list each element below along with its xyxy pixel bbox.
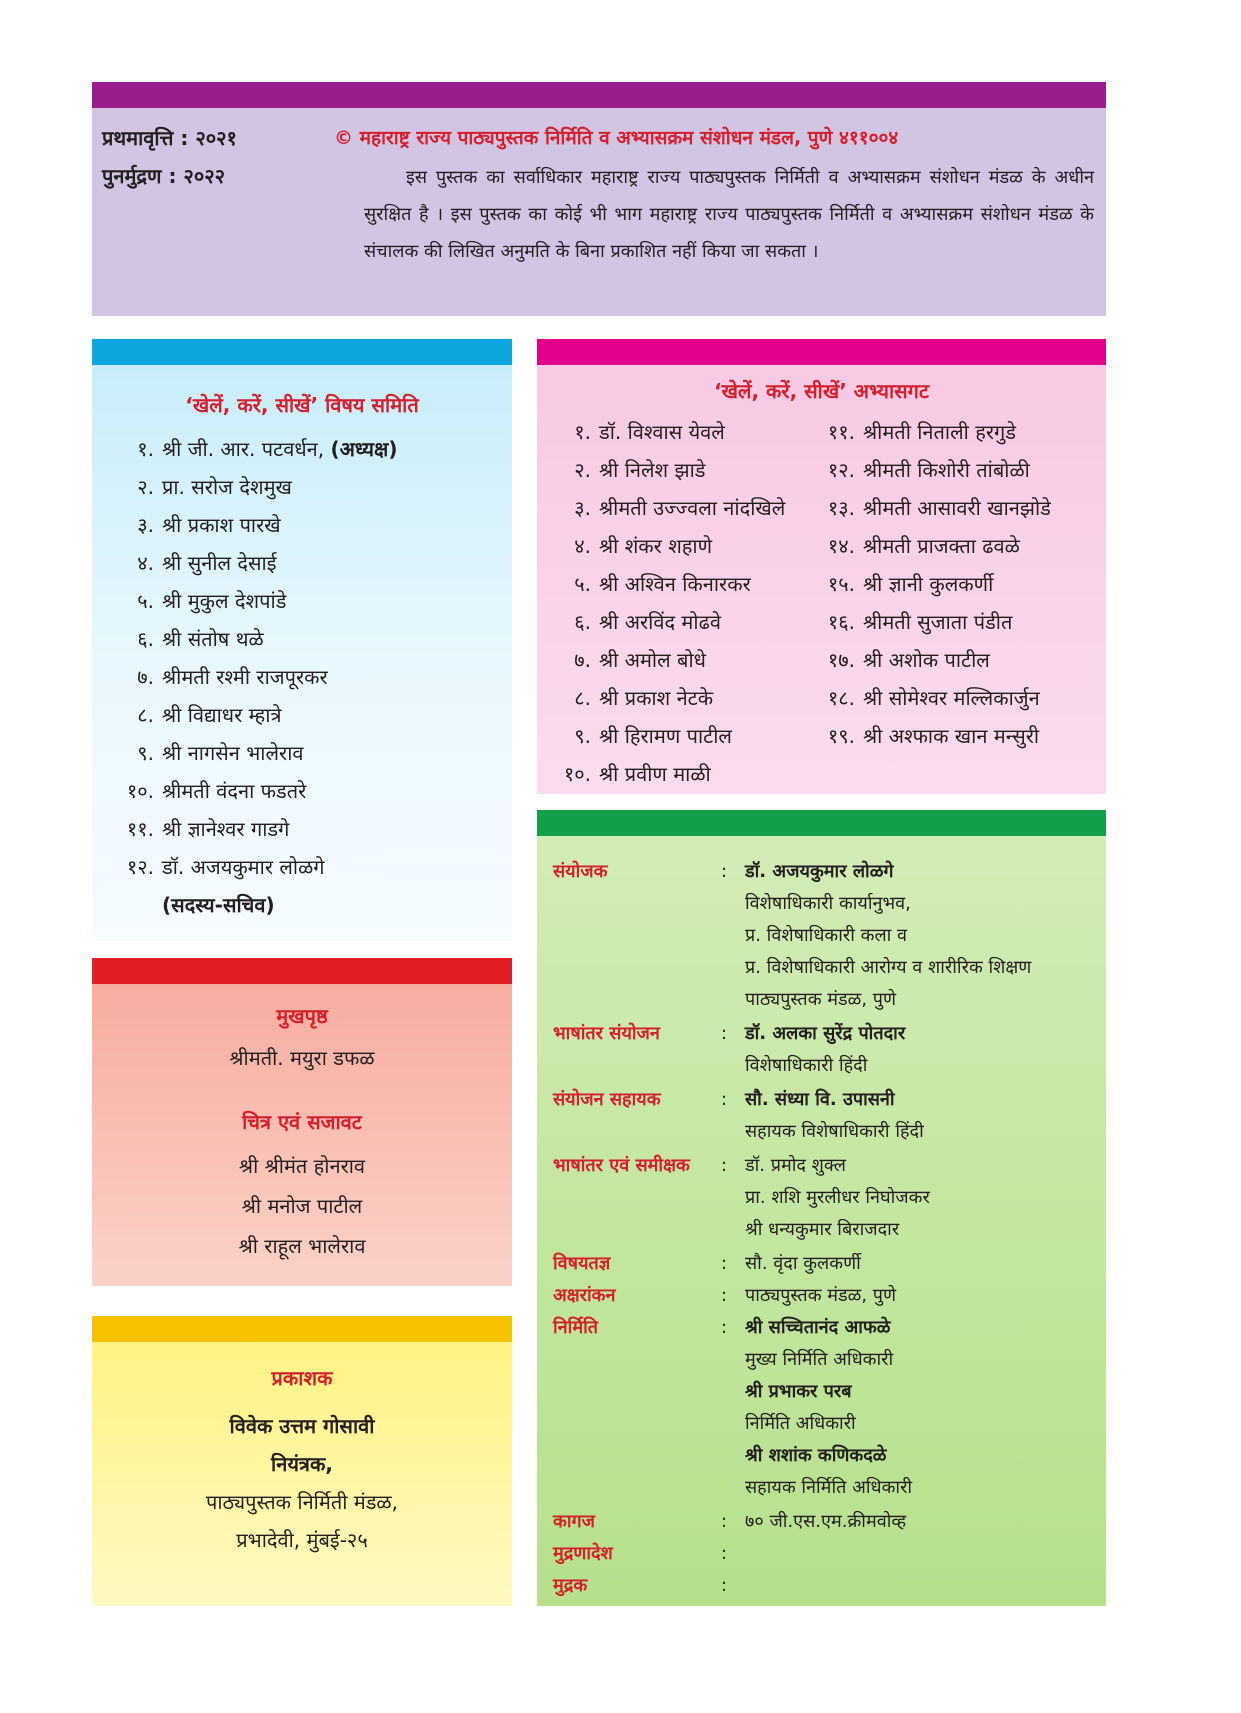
list-item: ३. श्रीमती उज्ज्वला नांदखिले — [574, 496, 786, 520]
list-item: ३. श्री प्रकाश पारखे — [137, 513, 281, 537]
list-item: १. डॉ. विश्वास येवले — [574, 420, 725, 444]
header-color-bar — [92, 82, 1106, 108]
credit-row: मुद्रणादेश : — [553, 1538, 1098, 1570]
credit-row: विशेषाधिकारी हिंदी — [745, 1055, 868, 1076]
publisher-title: प्रकाशक — [271, 1366, 333, 1390]
rights-text: इस पुस्तक का सर्वाधिकार महाराष्ट्र राज्य पाठ्यपुस्तक निर्मिती व अभ्यासक्रम संशोधन मंडळ के अधीन सुरक्षित है । इस पुस्तक का कोई भी भाग महाराष्ट्र राज्य पाठ्यपुस्तक निर्मिती व अभ्यासक्रम संशोधन मंडळ के संचालक की लिखित अनुमति के बिना प्रकाशित नहीं किया जा सकता । — [364, 167, 1094, 262]
list-item: ९. श्री नागसेन भालेराव — [137, 741, 304, 765]
translation-coordinator-label: भाषांतर संयोजन — [553, 1023, 660, 1044]
list-item: ८. श्री विद्याधर म्हात्रे — [137, 703, 282, 727]
translator-label: भाषांतर एवं समीक्षक — [553, 1155, 690, 1176]
list-item: १२. डॉ. अजयकुमार लोळगे — [126, 855, 325, 879]
cover-box — [92, 958, 512, 1286]
credit-row: प्र. विशेषाधिकारी आरोग्य व शारीरिक शिक्षण — [745, 957, 1032, 978]
publisher-box — [92, 1316, 512, 1606]
credits-box — [537, 810, 1106, 1606]
cover-artist: श्रीमती. मयुरा डफळ — [229, 1046, 375, 1070]
coordinator-label: संयोजक — [553, 861, 608, 882]
study-group-title: ‘खेलें, करें, सीखें’ अभ्यासगट — [713, 379, 930, 403]
expert-label: विषयतज्ञ — [553, 1253, 611, 1274]
publisher-org: पाठ्यपुस्तक निर्मिती मंडळ, — [206, 1490, 398, 1514]
list-item: ९. श्री हिरामण पाटील — [574, 724, 732, 748]
printer-label: मुद्रक — [553, 1575, 588, 1596]
cover-title: मुखपृष्ठ — [276, 1004, 328, 1028]
copyright-line: © महाराष्ट्र राज्य पाठ्यपुस्तक निर्मिति व अभ्यासक्रम संशोधन मंडल, पुणे ४११००४ — [334, 127, 899, 149]
list-item: ४. श्री शंकर शहाणे — [574, 534, 713, 558]
list-item: १६. श्रीमती सुजाता पंडीत — [827, 610, 1013, 634]
credit-row: सहायक निर्मिति अधिकारी — [745, 1477, 913, 1498]
secretary-note: (सदस्य-सचिव) — [162, 893, 275, 917]
credit-row: मुद्रक : — [553, 1570, 1098, 1602]
illustration-title: चित्र एवं सजावट — [242, 1110, 362, 1134]
typesetting-label: अक्षरांकन — [553, 1285, 616, 1306]
credit-row: विषयतज्ञ : सौ. वृंदा कुलकर्णी — [553, 1248, 1098, 1280]
list-item: १४. श्रीमती प्राजक्ता ढवळे — [827, 534, 1020, 558]
paper-label: कागज — [553, 1511, 595, 1532]
credit-row: श्री शशांक कणिकदळे — [745, 1445, 887, 1466]
subject-committee-box — [92, 339, 512, 941]
list-item: ७. श्री अमोल बोधे — [574, 648, 706, 672]
committee-title: ‘खेलें, करें, सीखें’ विषय समिति — [185, 393, 419, 417]
list-item: ५. श्री मुकुल देशपांडे — [137, 589, 287, 613]
study-group-col2 — [809, 413, 1051, 755]
list-item: ५. श्री अश्विन किनारकर — [574, 572, 751, 596]
list-item: १०. श्री प्रवीण माळी — [563, 762, 711, 786]
credit-row: कागज : ७० जी.एस.एम.क्रीमवोव्ह — [553, 1506, 1098, 1538]
credit-row: प्रा. शशि मुरलीधर निघोजकर — [745, 1187, 930, 1208]
credit-row: पाठ्यपुस्तक मंडळ, पुणे — [745, 989, 896, 1010]
cover-color-bar — [92, 958, 512, 984]
credit-row: श्री प्रभाकर परब — [745, 1381, 852, 1402]
list-item: २. प्रा. सरोज देशमुख — [137, 475, 292, 499]
study-group-col1 — [545, 413, 785, 793]
illustrator: श्री राहूल भालेराव — [238, 1234, 366, 1258]
list-item: १५. श्री ज्ञानी कुलकर्णी — [827, 572, 994, 596]
credit-row: निर्मिति अधिकारी — [745, 1413, 856, 1434]
list-item: ११. श्री ज्ञानेश्वर गाडगे — [126, 817, 290, 841]
list-item: १२. श्रीमती किशोरी तांबोळी — [827, 458, 1030, 482]
credit-row: संयोजक : डॉ. अजयकुमार लोळगे — [553, 856, 1098, 888]
credit-row: संयोजन सहायक : सौ. संध्या वि. उपासनी — [553, 1084, 1098, 1116]
list-item: ६. श्री संतोष थळे — [137, 627, 264, 651]
publisher-color-bar — [92, 1316, 512, 1342]
list-item: १३. श्रीमती आसावरी खानझोडे — [827, 496, 1051, 520]
credit-row: भाषांतर संयोजन : डॉ. अलका सुरेंद्र पोतदार — [553, 1018, 1098, 1050]
committee-color-bar — [92, 339, 512, 365]
list-item: ७. श्रीमती रश्मी राजपूरकर — [137, 665, 328, 689]
credit-row: श्री धन्यकुमार बिराजदार — [745, 1219, 900, 1240]
publisher-address: प्रभादेवी, मुंबई-२५ — [236, 1528, 368, 1552]
list-item: १९. श्री अश्फाक खान मन्सुरी — [827, 724, 1040, 748]
coordinator-name: डॉ. अजयकुमार लोळगे — [745, 861, 894, 882]
credit-row: अक्षरांकन : पाठ्यपुस्तक मंडळ, पुणे — [553, 1280, 1098, 1312]
study-group-box — [537, 339, 1106, 794]
reprint-edition: पुनर्मुद्रण : २०२२ — [102, 164, 226, 188]
credit-row: प्र. विशेषाधिकारी कला व — [745, 925, 908, 946]
list-item: ४. श्री सुनील देसाई — [137, 551, 277, 575]
list-item: १७. श्री अशोक पाटील — [827, 648, 990, 672]
list-item: १०. श्रीमती वंदना फडतरे — [126, 779, 307, 803]
list-item: ११. श्रीमती निताली हरगुडे — [827, 420, 1016, 444]
production-label: निर्मिति — [553, 1317, 598, 1338]
credits-color-bar — [537, 810, 1106, 836]
first-edition: प्रथमावृत्ति : २०२१ — [102, 126, 237, 150]
illustrator: श्री मनोज पाटील — [241, 1194, 363, 1218]
publisher-name: विवेक उत्तम गोसावी — [229, 1414, 375, 1438]
copyright-header — [92, 82, 1106, 316]
committee-list — [114, 430, 397, 924]
credit-row: मुख्य निर्मिति अधिकारी — [745, 1349, 894, 1370]
list-item: १. श्री जी. आर. पटवर्धन, (अध्यक्ष) — [137, 437, 398, 461]
print-order-label: मुद्रणादेश — [553, 1543, 613, 1564]
study-group-color-bar — [537, 339, 1106, 365]
credit-row: निर्मिति : श्री सच्चितानंद आफळे — [553, 1312, 1098, 1344]
list-item: २. श्री निलेश झाडे — [574, 458, 706, 482]
publisher-role: नियंत्रक, — [271, 1452, 333, 1476]
list-item: ८. श्री प्रकाश नेटके — [574, 686, 714, 710]
credit-row: विशेषाधिकारी कार्यानुभव, — [745, 893, 911, 914]
list-item: १८. श्री सोमेश्वर मल्लिकार्जुन — [827, 686, 1040, 710]
illustrator: श्री श्रीमंत होनराव — [238, 1154, 366, 1178]
credit-row: भाषांतर एवं समीक्षक : डॉ. प्रमोद शुक्ल — [553, 1150, 1098, 1182]
credit-row: सहायक विशेषाधिकारी हिंदी — [745, 1121, 924, 1142]
coordination-assistant-label: संयोजन सहायक — [553, 1089, 661, 1110]
list-item: ६. श्री अरविंद मोढवे — [574, 610, 721, 634]
